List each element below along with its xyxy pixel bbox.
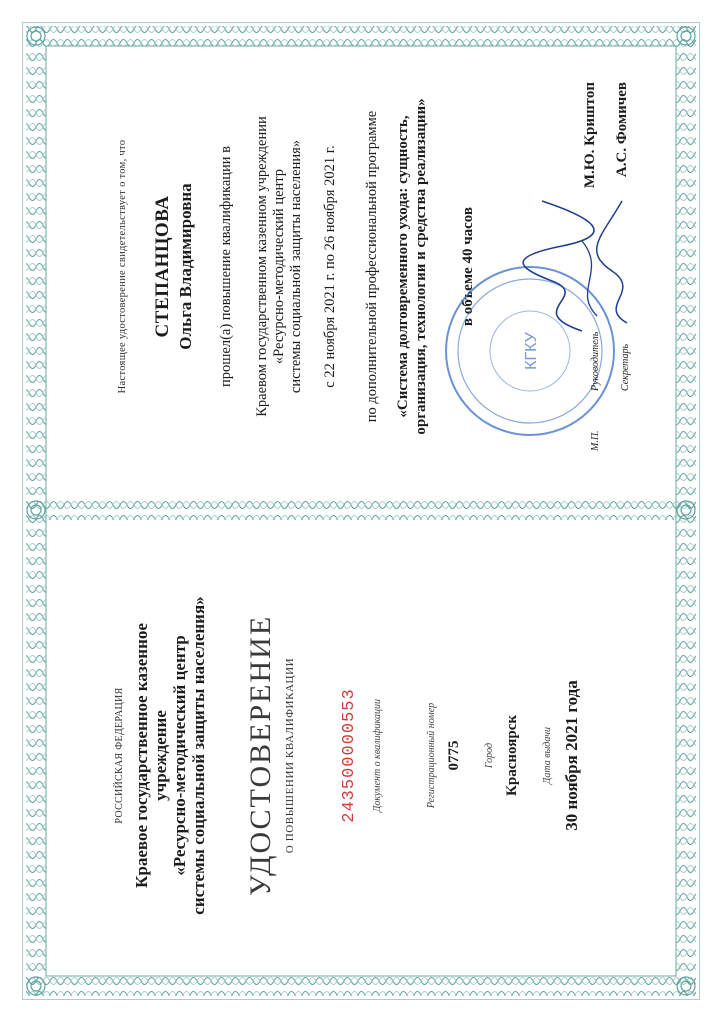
head-signatory: М.Ю. Криштоп <box>582 82 598 189</box>
holder-given-names: Ольга Владимировна <box>176 183 195 350</box>
training-org-line-2: «Ресурсно-методический центр <box>271 168 287 365</box>
document-subtitle: О ПОВЫШЕНИИ КВАЛИФИКАЦИИ <box>284 657 296 854</box>
program-volume: в объеме 40 часов <box>460 206 476 327</box>
document-number: 243500000553 <box>340 688 359 823</box>
training-org-line-1: Краевом государственном казенном учреждении <box>254 116 270 417</box>
registration-caption: Регистрационный номер <box>426 702 437 809</box>
issuer-org-line-2: учреждение <box>151 710 170 801</box>
passed-text: прошел(а) повышение квалификации в <box>218 145 234 388</box>
certificate-content <box>22 22 700 1000</box>
program-intro: по дополнительной профессиональной программе <box>364 110 380 423</box>
registration-number: 0775 <box>446 740 462 771</box>
issuer-org-line-3: «Ресурсно-методический центр <box>170 635 189 876</box>
city-value: Красноярск <box>504 715 520 796</box>
issuer-org-line-4: системы социальной защиты населения» <box>189 596 208 915</box>
details-panel <box>22 22 700 511</box>
mp-label: М.П. <box>590 430 601 451</box>
training-org-line-3: системы социальной защиты населения» <box>288 139 304 394</box>
intro-text: Настоящее удостоверение свидетельствует о том, что <box>117 139 128 394</box>
stamp-text: КГКУ <box>523 332 540 370</box>
training-period: с 22 ноября 2021 г. по 26 ноября 2021 г. <box>322 145 338 388</box>
issue-date-caption: Дата выдачи <box>542 726 553 785</box>
cover-panel <box>22 511 700 1000</box>
program-title-line-1: «Система долговременного ухода: сущность, <box>395 115 411 418</box>
issuer-org-line-1: Краевое государственное казенное <box>132 623 151 888</box>
city-caption: Город <box>484 742 495 769</box>
document-title: УДОСТОВЕРЕНИЕ <box>244 614 277 897</box>
head-role-label: Руководитель <box>590 331 601 391</box>
country-label: РОССИЙСКАЯ ФЕДЕРАЦИЯ <box>114 687 125 824</box>
holder-surname: СТЕПАНЦОВА <box>152 195 173 338</box>
document-number-caption: Документ о квалификации <box>372 698 383 813</box>
secretary-role-label: Секретарь <box>620 343 631 391</box>
secretary-signatory: А.С. Фомичев <box>614 82 630 178</box>
issue-date: 30 ноября 2021 года <box>562 680 581 831</box>
program-title-line-2: организация, технологии и средства реализации» <box>413 98 429 435</box>
